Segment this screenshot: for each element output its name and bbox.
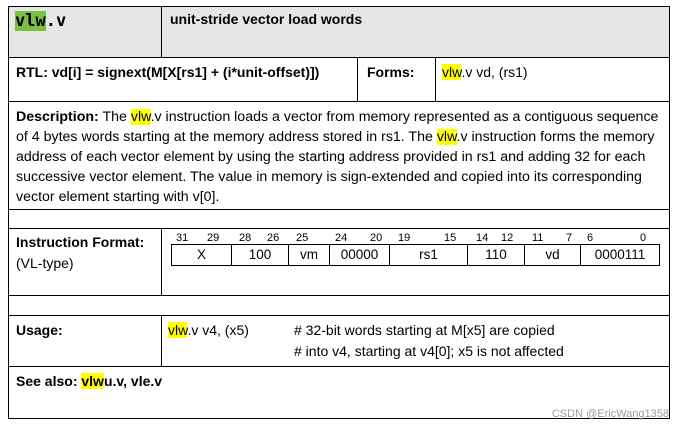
usage-comment-1: # 32-bit words starting at M[x5] are copied bbox=[294, 322, 555, 338]
bit-label: 11 bbox=[532, 232, 544, 244]
bit-label: 25 bbox=[296, 232, 309, 244]
forms-value-rest: .v vd, (rs1) bbox=[461, 64, 528, 80]
usage-label: Usage: bbox=[16, 322, 63, 338]
instruction-name bbox=[15, 11, 66, 31]
format-label-cell bbox=[8, 228, 162, 296]
bit-label: 7 bbox=[566, 232, 573, 244]
see-also-label: See also: bbox=[16, 373, 78, 389]
instruction-name-highlight: vlw bbox=[15, 11, 46, 31]
field-funct3: 110 bbox=[467, 244, 525, 266]
watermark-text: CSDN @EricWang1358 bbox=[551, 408, 669, 420]
description-highlight-2: vlw bbox=[436, 129, 457, 145]
bit-label: 29 bbox=[207, 232, 220, 244]
description-text bbox=[16, 107, 671, 207]
forms-value-highlight: vlw bbox=[442, 64, 462, 80]
bit-label: 19 bbox=[398, 232, 411, 244]
see-also-rest: u.v, vle.v bbox=[103, 373, 163, 389]
bit-label: 6 bbox=[587, 232, 594, 244]
header-instr-cell bbox=[8, 6, 162, 58]
description-part2: .v instruction loads a vector from memory represented as a contiguous sequence of 4 bytes words starting at the memory address stored in rs1. The bbox=[16, 109, 659, 145]
description-part1: The bbox=[98, 109, 131, 125]
description-label: Description: bbox=[16, 109, 99, 125]
spacer-row-2 bbox=[8, 295, 670, 316]
header-title-cell bbox=[161, 6, 670, 58]
format-label: Instruction Format: bbox=[16, 234, 145, 250]
usage-code bbox=[168, 322, 249, 338]
usage-code-rest: .v v4, (x5) bbox=[187, 322, 249, 338]
description-highlight-1: vlw bbox=[130, 109, 151, 125]
forms-label-cell bbox=[357, 57, 436, 102]
bit-label: 20 bbox=[370, 232, 383, 244]
bit-label: 15 bbox=[444, 232, 457, 244]
field-rs1: rs1 bbox=[389, 244, 468, 266]
forms-value bbox=[442, 64, 528, 80]
field-funct: X bbox=[171, 244, 232, 266]
field-vd: vd bbox=[524, 244, 581, 266]
bit-label: 28 bbox=[239, 232, 252, 244]
bit-label: 24 bbox=[335, 232, 348, 244]
bit-label: 14 bbox=[476, 232, 489, 244]
forms-value-cell bbox=[435, 57, 670, 102]
bit-label: 26 bbox=[267, 232, 280, 244]
usage-code-highlight: vlw bbox=[168, 322, 188, 338]
rtl-cell bbox=[8, 57, 358, 102]
see-also-text bbox=[16, 373, 162, 389]
usage-comment-2: # into v4, starting at v4[0]; x5 is not affected bbox=[294, 343, 564, 359]
forms-label: Forms: bbox=[367, 64, 415, 80]
bit-label: 31 bbox=[176, 232, 189, 244]
field-width: 100 bbox=[231, 244, 289, 266]
field-opcode: 0000111 bbox=[580, 244, 660, 266]
bit-label: 0 bbox=[640, 232, 647, 244]
field-lumop: 00000 bbox=[329, 244, 390, 266]
description-part3: .v instruction forms the memory address of each vector element by using the starting address provided in rs1 and adding 32 for each successive vector element. The value in memory is sign-extended and copied into its corresponding vector element starting with v[0]. bbox=[16, 129, 655, 205]
spacer-row-1 bbox=[8, 209, 670, 229]
rtl-text: RTL: vd[i] = signext(M[X[rs1] + (i*unit-offset)]) bbox=[16, 64, 320, 80]
format-type: (VL-type) bbox=[16, 255, 74, 271]
description-cell bbox=[8, 101, 670, 210]
usage-label-cell bbox=[8, 315, 162, 367]
field-vm: vm bbox=[288, 244, 330, 266]
instruction-name-suffix: .v bbox=[45, 11, 67, 31]
usage-value-cell bbox=[161, 315, 670, 367]
see-also-highlight: vlw bbox=[81, 373, 104, 389]
instruction-title: unit-stride vector load words bbox=[170, 11, 363, 27]
bit-label: 12 bbox=[501, 232, 514, 244]
